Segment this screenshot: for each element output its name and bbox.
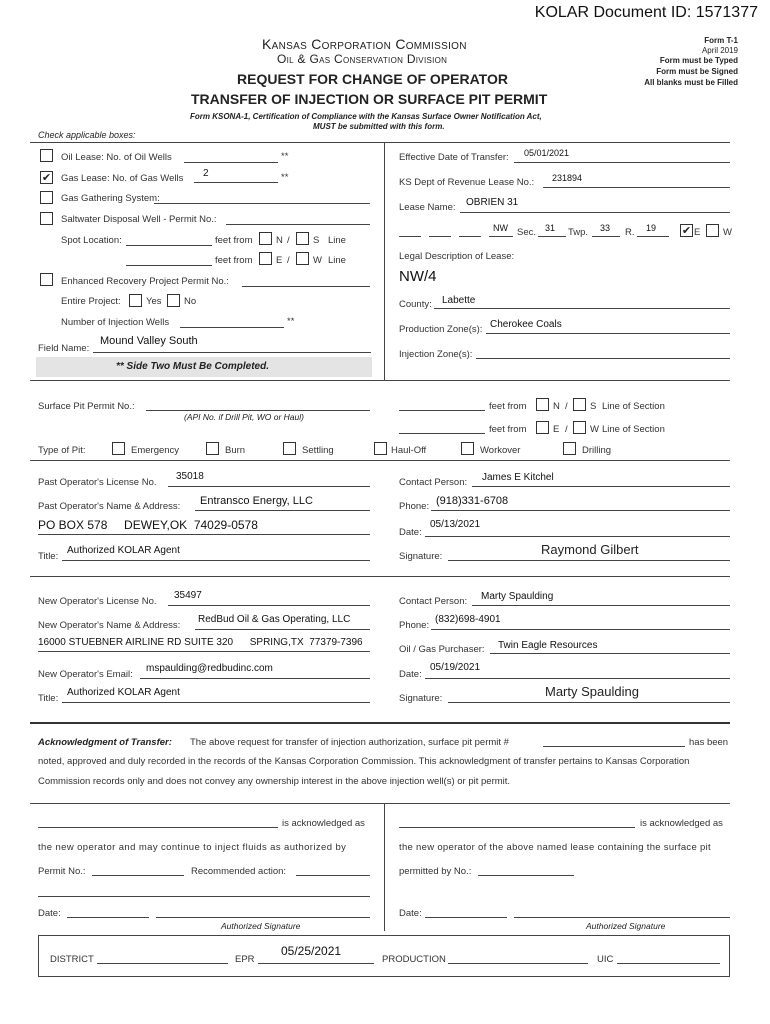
new-license-field[interactable] xyxy=(168,605,370,606)
new-title-label: Title: xyxy=(38,693,59,704)
effective-date-value: 05/01/2021 xyxy=(524,148,570,158)
ks-dept-field[interactable] xyxy=(543,187,730,188)
requirement-signed: Form must be Signed xyxy=(656,67,738,76)
pit-n-checkbox[interactable] xyxy=(536,398,549,411)
new-address-field[interactable] xyxy=(38,651,370,652)
enhanced-recovery-checkbox[interactable] xyxy=(40,273,53,286)
ack-left-date-label: Date: xyxy=(38,908,61,919)
slash: / xyxy=(565,424,568,435)
line-of-section-label: Line of Section xyxy=(602,401,665,412)
past-signature-field[interactable] xyxy=(448,560,730,561)
sec-value: 31 xyxy=(545,223,556,233)
slash: / xyxy=(565,401,568,412)
ack-right-text: the new operator of the above named lease containing the surface pit xyxy=(399,842,711,853)
past-contact-field[interactable] xyxy=(472,486,730,487)
epr-field[interactable] xyxy=(258,963,374,964)
entire-project-yes-checkbox[interactable] xyxy=(129,294,142,307)
field-name-label: Field Name: xyxy=(38,343,90,354)
production-zone-field[interactable] xyxy=(486,333,730,334)
type-of-pit-label: Type of Pit: xyxy=(38,445,86,456)
county-label: County: xyxy=(399,299,432,310)
ack-text-1: The above request for transfer of injection authorization, surface pit permit # xyxy=(190,737,509,748)
no-label: No xyxy=(184,296,197,307)
requirement-typed: Form must be Typed xyxy=(659,56,738,65)
new-phone-label: Phone: xyxy=(399,620,430,631)
past-date-label: Date: xyxy=(399,527,422,538)
new-name-field[interactable] xyxy=(195,629,370,630)
gas-gathering-checkbox[interactable] xyxy=(40,191,53,204)
ack-left-auth-sig: Authorized Signature xyxy=(221,921,301,931)
pit-settling-checkbox[interactable] xyxy=(283,442,296,455)
entire-project-label: Entire Project: xyxy=(61,296,121,307)
injection-zone-field[interactable] xyxy=(476,358,730,359)
past-phone-label: Phone: xyxy=(399,501,430,512)
new-contact-field[interactable] xyxy=(472,605,730,606)
past-name-field[interactable] xyxy=(195,510,370,511)
past-title-label: Title: xyxy=(38,551,59,562)
legal-desc-label: Legal Description of Lease: xyxy=(399,251,515,262)
gas-gathering-label: Gas Gathering System: xyxy=(61,193,160,204)
n-label: N xyxy=(553,401,560,412)
past-address-value: PO BOX 578 DEWEY,OK 74029-0578 xyxy=(38,518,258,532)
past-contact-value: James E Kitchel xyxy=(482,472,554,483)
production-zone-label: Production Zone(s): xyxy=(399,324,483,335)
quarter-3-field[interactable] xyxy=(459,236,481,237)
form-date: April 2019 xyxy=(701,46,738,55)
spot-w-checkbox[interactable] xyxy=(296,252,309,265)
e-label: E xyxy=(694,227,701,238)
yes-label: Yes xyxy=(146,296,162,307)
pit-ns-field[interactable] xyxy=(399,410,485,411)
pit-burn-label: Burn xyxy=(225,445,246,456)
past-license-value: 35018 xyxy=(176,471,204,482)
past-title-value: Authorized KOLAR Agent xyxy=(67,545,180,556)
api-note: (API No. if Drill Pit, WO or Haul) xyxy=(184,412,304,422)
twp-field[interactable] xyxy=(592,236,620,237)
surface-pit-field[interactable] xyxy=(146,410,370,411)
sec-label: Sec. xyxy=(517,227,537,238)
field-name-value: Mound Valley South xyxy=(100,335,198,347)
ack-permit-field[interactable] xyxy=(543,746,685,747)
spot-location-ew-field[interactable] xyxy=(126,265,212,266)
ack-left-signature-field[interactable] xyxy=(156,917,370,918)
past-contact-label: Contact Person: xyxy=(399,477,468,488)
e-label: E xyxy=(553,424,560,435)
quarter-2-field[interactable] xyxy=(429,236,451,237)
new-contact-label: Contact Person: xyxy=(399,596,468,607)
ack-text-2: noted, approved and duly recorded in the records of the Kansas Corporation Commission. This acknowledgment of transfer pertains to Kansas Corporation xyxy=(38,756,690,767)
new-license-label: New Operator's License No. xyxy=(38,596,157,607)
range-w-checkbox[interactable] xyxy=(706,224,719,237)
pit-settling-label: Settling xyxy=(302,445,334,456)
lease-name-value: OBRIEN 31 xyxy=(466,197,519,208)
feet-from-label: feet from xyxy=(215,255,253,266)
ack-right-date-field[interactable] xyxy=(425,917,507,918)
epr-date-value: 05/25/2021 xyxy=(281,944,342,958)
requirement-filled: All blanks must be Filled xyxy=(644,78,738,87)
ksona-note-2: MUST be submitted with this form. xyxy=(313,122,445,131)
new-name-value: RedBud Oil & Gas Operating, LLC xyxy=(198,614,351,625)
saltwater-permit-field[interactable] xyxy=(226,224,370,225)
past-date-value: 05/13/2021 xyxy=(430,519,481,530)
range-value: 19 xyxy=(646,223,657,233)
n-label: N xyxy=(276,235,283,246)
pit-drilling-label: Drilling xyxy=(582,445,612,456)
check-boxes-label: Check applicable boxes: xyxy=(38,130,136,140)
gas-lease-label: Gas Lease: No. of Gas Wells xyxy=(61,173,184,184)
line-label: Line xyxy=(328,235,346,246)
enhanced-recovery-label: Enhanced Recovery Project Permit No.: xyxy=(61,276,229,287)
quarter-value: NW xyxy=(493,223,508,233)
pit-workover-checkbox[interactable] xyxy=(461,442,474,455)
ks-dept-label: KS Dept of Revenue Lease No.: xyxy=(399,177,535,188)
pit-drilling-checkbox[interactable] xyxy=(563,442,576,455)
saltwater-checkbox[interactable] xyxy=(40,212,53,225)
past-address-field[interactable] xyxy=(38,534,370,535)
range-e-checkbox[interactable]: ✔ xyxy=(681,225,692,237)
ack-recommended-label: Recommended action: xyxy=(191,866,287,877)
s-label: S xyxy=(590,401,597,412)
w-label: W xyxy=(313,255,322,266)
ack-left-text: the new operator and may continue to inject fluids as authorized by xyxy=(38,842,347,853)
new-email-value: mspaulding@redbudinc.com xyxy=(146,663,273,674)
ack-left-date-field[interactable] xyxy=(67,917,149,918)
ack-permitted-by-field[interactable] xyxy=(478,875,574,876)
legal-desc-value: NW/4 xyxy=(399,268,437,285)
pit-hauloff-checkbox[interactable] xyxy=(374,442,387,455)
required-mark: ** xyxy=(281,151,289,162)
new-name-label: New Operator's Name & Address: xyxy=(38,620,181,631)
pit-ew-field[interactable] xyxy=(399,433,485,434)
num-injection-field[interactable] xyxy=(180,327,284,328)
past-signature-value: Raymond Gilbert xyxy=(541,542,639,557)
gas-wells-count: 2 xyxy=(203,168,209,179)
spot-location-ns-field[interactable] xyxy=(126,245,212,246)
ack-permitted-by-label: permitted by No.: xyxy=(399,866,472,877)
pit-w-checkbox[interactable] xyxy=(573,421,586,434)
feet-from-label: feet from xyxy=(489,401,527,412)
past-date-field[interactable] xyxy=(425,536,730,537)
twp-label: Twp. xyxy=(568,227,589,238)
ack-permit-no-field[interactable] xyxy=(92,875,184,876)
past-signature-label: Signature: xyxy=(399,551,443,562)
enhanced-permit-field[interactable] xyxy=(242,286,370,287)
sec-field[interactable] xyxy=(538,236,566,237)
ack-left-extra-field[interactable] xyxy=(38,896,370,897)
new-email-field[interactable] xyxy=(140,678,370,679)
agency-name: Kansas Corporation Commission xyxy=(262,36,467,52)
past-license-field[interactable] xyxy=(168,486,370,487)
county-value: Labette xyxy=(442,295,476,306)
gas-lease-checkbox[interactable]: ✔ xyxy=(41,172,52,184)
entire-project-no-checkbox[interactable] xyxy=(167,294,180,307)
slash: / xyxy=(287,255,290,266)
uic-label: UIC xyxy=(597,954,614,965)
lease-name-field[interactable] xyxy=(460,212,730,213)
pit-hauloff-label: Haul-Off xyxy=(391,445,427,456)
production-zone-value: Cherokee Coals xyxy=(490,319,562,330)
new-title-value: Authorized KOLAR Agent xyxy=(67,687,180,698)
injection-zone-label: Injection Zone(s): xyxy=(399,349,473,360)
form-number: Form T-1 xyxy=(704,36,738,45)
new-phone-field[interactable] xyxy=(431,629,730,630)
feet-from-label: feet from xyxy=(215,235,253,246)
oil-wells-field[interactable] xyxy=(184,162,278,163)
range-field[interactable] xyxy=(637,236,669,237)
e-label: E xyxy=(276,255,283,266)
new-address-value: 16000 STUEBNER AIRLINE RD SUITE 320 SPRING,TX 77379-7396 xyxy=(38,637,363,648)
pit-e-checkbox[interactable] xyxy=(536,421,549,434)
past-name-label: Past Operator's Name & Address: xyxy=(38,501,181,512)
line-label: Line xyxy=(328,255,346,266)
new-signature-label: Signature: xyxy=(399,693,443,704)
num-injection-label: Number of Injection Wells xyxy=(61,317,170,328)
twp-value: 33 xyxy=(600,223,611,233)
purchaser-value: Twin Eagle Resources xyxy=(498,640,598,651)
pit-burn-checkbox[interactable] xyxy=(206,442,219,455)
slash: / xyxy=(287,235,290,246)
lease-name-label: Lease Name: xyxy=(399,202,456,213)
r-label: R. xyxy=(625,227,635,238)
district-label: DISTRICT xyxy=(50,954,94,965)
new-contact-value: Marty Spaulding xyxy=(481,591,554,602)
ack-right-acknowledged: is acknowledged as xyxy=(640,818,723,829)
ack-left-acknowledged: is acknowledged as xyxy=(282,818,365,829)
oil-lease-label: Oil Lease: No. of Oil Wells xyxy=(61,152,172,163)
division-name: Oil & Gas Conservation Division xyxy=(277,52,448,66)
effective-date-label: Effective Date of Transfer: xyxy=(399,152,509,163)
epr-label: EPR xyxy=(235,954,255,965)
s-label: S xyxy=(313,235,320,246)
ack-right-name-field[interactable] xyxy=(399,827,635,828)
form-title-2: TRANSFER OF INJECTION OR SURFACE PIT PERMIT xyxy=(191,91,548,107)
new-date-field[interactable] xyxy=(425,678,730,679)
pit-emergency-checkbox[interactable] xyxy=(112,442,125,455)
field-name-field[interactable] xyxy=(93,352,371,353)
document-id: KOLAR Document ID: 1571377 xyxy=(534,4,758,21)
pit-emergency-label: Emergency xyxy=(131,445,180,456)
ack-has-been: has been xyxy=(689,737,729,748)
gas-gathering-field[interactable] xyxy=(154,203,370,204)
oil-lease-checkbox[interactable] xyxy=(40,149,53,162)
line-of-section-label: Line of Section xyxy=(602,424,665,435)
purchaser-label: Oil / Gas Purchaser: xyxy=(399,644,485,655)
quarter-1-field[interactable] xyxy=(399,236,421,237)
district-field[interactable] xyxy=(97,963,228,964)
spot-n-checkbox[interactable] xyxy=(259,232,272,245)
spot-s-checkbox[interactable] xyxy=(296,232,309,245)
new-phone-value: (832)698-4901 xyxy=(435,614,501,625)
uic-field[interactable] xyxy=(617,963,720,964)
pit-s-checkbox[interactable] xyxy=(573,398,586,411)
required-mark: ** xyxy=(287,316,295,327)
gas-wells-field[interactable] xyxy=(194,182,278,183)
new-license-value: 35497 xyxy=(174,590,202,601)
required-mark: ** xyxy=(281,172,289,183)
purchaser-field[interactable] xyxy=(490,653,730,654)
quarter-4-field[interactable] xyxy=(489,236,513,237)
effective-date-field[interactable] xyxy=(514,162,730,163)
ack-right-date-label: Date: xyxy=(399,908,422,919)
new-signature-field[interactable] xyxy=(448,702,730,703)
ks-dept-value: 231894 xyxy=(552,173,583,183)
ack-left-name-field[interactable] xyxy=(38,827,278,828)
form-title-1: REQUEST FOR CHANGE OF OPERATOR xyxy=(237,71,508,87)
past-name-value: Entransco Energy, LLC xyxy=(200,495,313,507)
production-field[interactable] xyxy=(448,963,588,964)
past-title-field[interactable] xyxy=(62,560,370,561)
w-label: W xyxy=(590,424,599,435)
saltwater-label: Saltwater Disposal Well - Permit No.: xyxy=(61,214,217,225)
side-two-text: ** Side Two Must Be Completed. xyxy=(116,361,269,372)
spot-e-checkbox[interactable] xyxy=(259,252,272,265)
production-label: PRODUCTION xyxy=(382,954,446,965)
pit-workover-label: Workover xyxy=(480,445,521,456)
new-date-value: 05/19/2021 xyxy=(430,662,481,673)
ksona-note-1: Form KSONA-1, Certification of Compliance with the Kansas Surface Owner Notification Act, xyxy=(190,112,542,121)
past-license-label: Past Operator's License No. xyxy=(38,477,157,488)
ack-right-auth-sig: Authorized Signature xyxy=(586,921,666,931)
past-phone-field[interactable] xyxy=(431,510,730,511)
feet-from-label: feet from xyxy=(489,424,527,435)
ack-recommended-field[interactable] xyxy=(296,875,370,876)
new-email-label: New Operator's Email: xyxy=(38,669,133,680)
surface-pit-label: Surface Pit Permit No.: xyxy=(38,401,135,412)
ack-permit-no-label: Permit No.: xyxy=(38,866,86,877)
new-signature-value: Marty Spaulding xyxy=(545,684,639,699)
new-title-field[interactable] xyxy=(62,702,370,703)
ack-heading: Acknowledgment of Transfer: xyxy=(38,737,172,748)
spot-location-label: Spot Location: xyxy=(61,235,122,246)
w-label: W xyxy=(723,227,732,238)
new-date-label: Date: xyxy=(399,669,422,680)
county-field[interactable] xyxy=(434,308,730,309)
ack-text-3: Commission records only and does not convey any ownership interest in the above injection well(s) or pit permit. xyxy=(38,776,511,787)
ack-right-signature-field[interactable] xyxy=(514,917,730,918)
past-phone-value: (918)331-6708 xyxy=(436,495,509,507)
